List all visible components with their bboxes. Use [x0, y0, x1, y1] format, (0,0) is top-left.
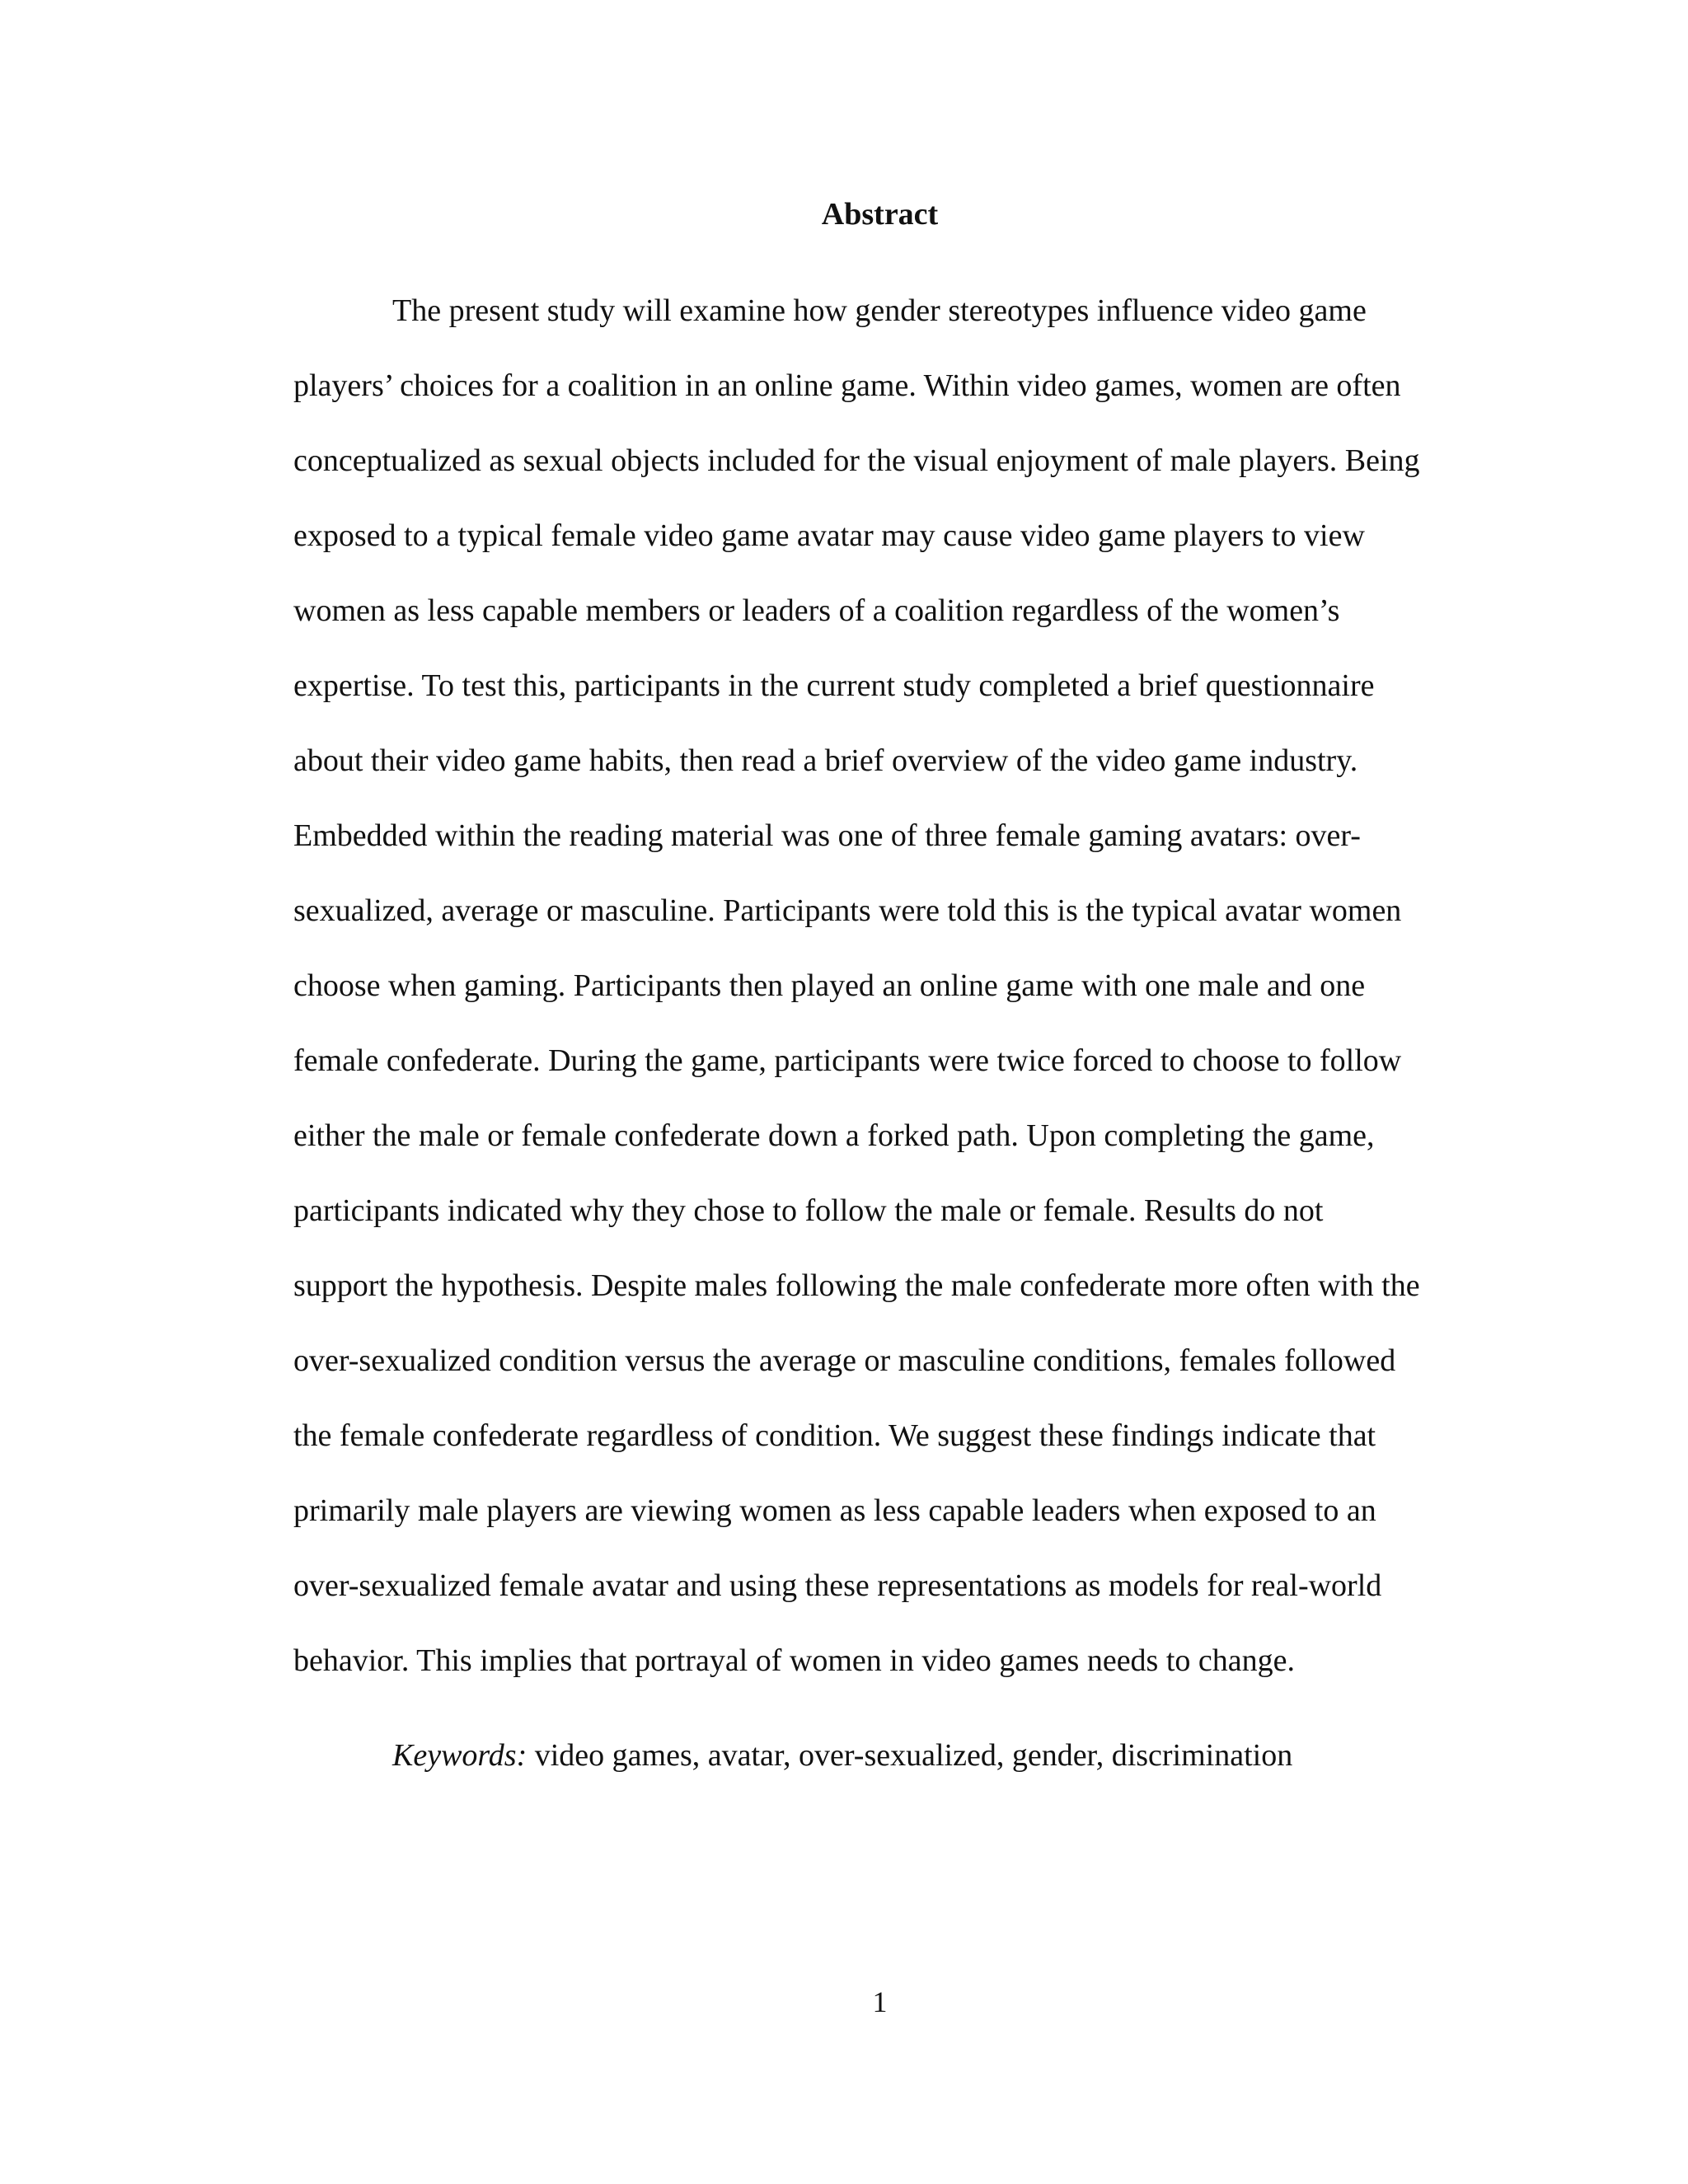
abstract-line: support the hypothesis. Despite males following the male confederate more often with the [293, 1268, 1420, 1303]
page-number: 1 [872, 1985, 888, 2018]
keywords-line [392, 1735, 1292, 1776]
abstract-line: over-sexualized female avatar and using these representations as models for real-world [293, 1568, 1382, 1603]
abstract-line: exposed to a typical female video game avatar may cause video game players to view [293, 518, 1365, 553]
abstract-line: about their video game habits, then read a brief overview of the video game industry. [293, 743, 1358, 778]
abstract-line: The present study will examine how gender stereotypes influence video game [392, 293, 1367, 328]
abstract-line: either the male or female confederate down a forked path. Upon completing the game, [293, 1118, 1375, 1153]
abstract-line: female confederate. During the game, participants were twice forced to choose to follow [293, 1043, 1402, 1078]
abstract-line: Embedded within the reading material was one of three female gaming avatars: over- [293, 818, 1361, 853]
abstract-line: over-sexualized condition versus the average or masculine conditions, females followed [293, 1343, 1396, 1378]
abstract-line: primarily male players are viewing women as less capable leaders when exposed to an [293, 1493, 1376, 1528]
abstract-line: conceptualized as sexual objects included for the visual enjoyment of male players. Being [293, 443, 1420, 478]
abstract-line: players’ choices for a coalition in an online game. Within video games, women are often [293, 368, 1401, 403]
keywords-text: video games, avatar, over-sexualized, gender, discrimination [527, 1738, 1293, 1773]
keywords-label: Keywords: [392, 1738, 528, 1773]
abstract-line: choose when gaming. Participants then played an online game with one male and one [293, 968, 1366, 1003]
abstract-body [293, 290, 1480, 1715]
abstract-line: sexualized, average or masculine. Participants were told this is the typical avatar women [293, 893, 1402, 928]
abstract-line: behavior. This implies that portrayal of women in video games needs to change. [293, 1643, 1295, 1678]
abstract-line: women as less capable members or leaders of a coalition regardless of the women’s [293, 593, 1340, 628]
abstract-heading: Abstract [821, 197, 939, 232]
abstract-line: the female confederate regardless of condition. We suggest these findings indicate that [293, 1418, 1376, 1453]
abstract-line: participants indicated why they chose to follow the male or female. Results do not [293, 1193, 1324, 1228]
abstract-line: expertise. To test this, participants in the current study completed a brief questionnaire [293, 668, 1375, 703]
